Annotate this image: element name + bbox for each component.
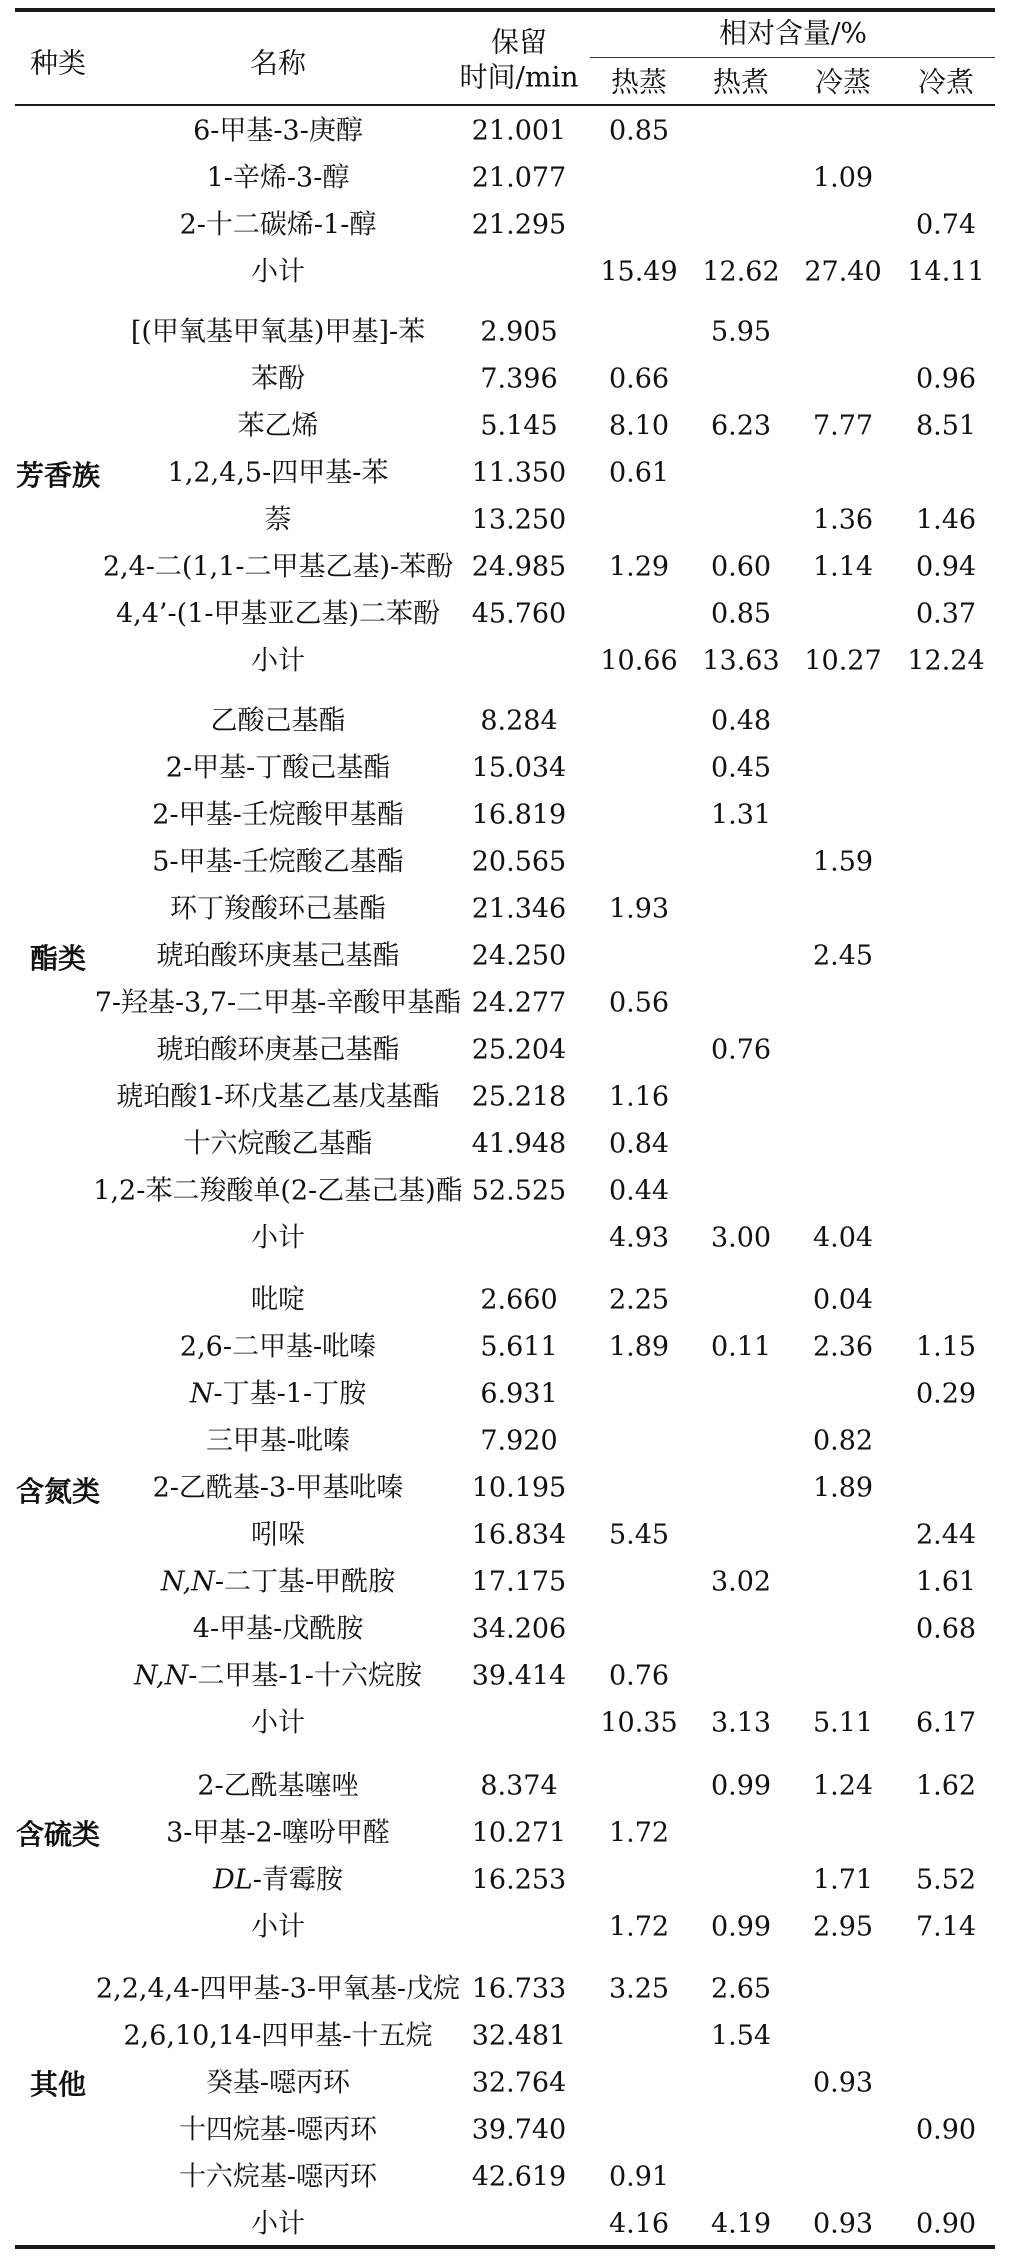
compound-name-text: 2,4-二(1,1-二甲基乙基)-苯酚 — [102, 551, 454, 583]
relative-content-v2: 0.85 — [710, 598, 772, 630]
relative-content-v3: 0.93 — [812, 2208, 874, 2240]
retention-time: 52.525 — [471, 1175, 567, 1207]
compound-name — [152, 799, 404, 831]
relative-content-v2: 1.54 — [710, 2020, 772, 2052]
compound-name-text: 琥珀酸环庚基己基酯 — [156, 940, 400, 972]
relative-content-v1: 0.84 — [608, 1128, 670, 1160]
retention-time: 32.764 — [471, 2067, 567, 2099]
relative-content-v4: 2.44 — [915, 1519, 977, 1551]
relative-content-v1: 1.29 — [608, 551, 670, 583]
relative-content-v1: 3.25 — [608, 1973, 670, 2005]
relative-content-v3: 1.71 — [812, 1864, 874, 1896]
compound-name-text: 小计 — [251, 645, 305, 677]
compound-name — [179, 1331, 377, 1363]
relative-content-v3: 1.89 — [812, 1472, 874, 1504]
compound-name — [94, 987, 462, 1019]
compound-name-text: -丁基-1-丁胺 — [213, 1378, 367, 1410]
compound-name-text: 十六烷酸乙基酯 — [183, 1128, 373, 1160]
retention-time: 24.985 — [471, 551, 567, 583]
relative-content-v4: 0.96 — [915, 363, 977, 395]
compound-name — [206, 162, 350, 194]
relative-content-v2: 3.02 — [710, 1566, 772, 1598]
compound-name — [156, 940, 400, 972]
relative-content-v2: 3.13 — [710, 1707, 772, 1739]
compound-name — [193, 115, 363, 147]
relative-content-v2: 5.95 — [710, 316, 772, 348]
header-name: 名称 — [249, 46, 307, 80]
compound-name-text: 2,6-二甲基-吡嗪 — [179, 1331, 377, 1363]
compound-name — [179, 209, 377, 241]
retention-time: 10.271 — [471, 1817, 567, 1849]
relative-content-v1: 2.25 — [608, 1284, 670, 1316]
retention-time: 21.295 — [471, 209, 567, 241]
relative-content-v1: 0.91 — [608, 2161, 670, 2193]
relative-content-v4: 7.14 — [915, 1911, 977, 1943]
relative-content-v3: 1.24 — [812, 1770, 874, 1802]
compound-name-text: 吡啶 — [251, 1284, 305, 1316]
header-method-2: 热煮 — [712, 65, 770, 99]
header-bottom-rule — [15, 104, 995, 106]
header-rt-line2: 时间/min — [459, 60, 579, 94]
compound-name-text: 小计 — [251, 1707, 305, 1739]
relative-content-v2: 0.60 — [710, 551, 772, 583]
relative-content-v1: 0.76 — [608, 1660, 670, 1692]
retention-time: 11.350 — [471, 457, 567, 489]
relative-content-v2: 2.65 — [710, 1973, 772, 2005]
compound-name-text: 4,4’-(1-甲基亚乙基)二苯酚 — [115, 598, 441, 630]
compound-name — [115, 598, 441, 630]
relative-content-v2: 0.99 — [710, 1770, 772, 1802]
relative-content-v3: 0.82 — [812, 1425, 874, 1457]
relative-content-v1: 0.66 — [608, 363, 670, 395]
table-top-rule — [15, 8, 995, 12]
compound-name — [183, 1128, 373, 1160]
header-sub-rule — [590, 57, 995, 58]
compound-name — [178, 2161, 378, 2193]
relative-content-v1: 8.10 — [608, 410, 670, 442]
relative-content-v3: 0.04 — [812, 1284, 874, 1316]
relative-content-v1: 15.49 — [600, 256, 678, 288]
relative-content-v2: 12.62 — [702, 256, 780, 288]
relative-content-v1: 10.66 — [600, 645, 678, 677]
compound-name — [165, 752, 391, 784]
compound-name-text: 癸基-噁丙环 — [205, 2067, 351, 2099]
compound-name — [152, 846, 404, 878]
compound-name-italic-prefix: DL — [213, 1864, 253, 1896]
relative-content-v4: 1.62 — [915, 1770, 977, 1802]
retention-time: 34.206 — [471, 1613, 567, 1645]
compound-name-text: 小计 — [251, 2208, 305, 2240]
compound-name-text: 2-十二碳烯-1-醇 — [179, 209, 377, 241]
relative-content-v1: 1.72 — [608, 1817, 670, 1849]
relative-content-v1: 1.89 — [608, 1331, 670, 1363]
retention-time: 24.250 — [471, 940, 567, 972]
relative-content-v2: 6.23 — [710, 410, 772, 442]
relative-content-v2: 13.63 — [702, 645, 780, 677]
relative-content-v4: 0.29 — [915, 1378, 977, 1410]
retention-time: 16.834 — [471, 1519, 567, 1551]
compound-name — [178, 2114, 378, 2146]
compound-name — [166, 1817, 390, 1849]
compound-name — [130, 316, 426, 348]
retention-time: 2.905 — [480, 316, 558, 348]
retention-time: 39.740 — [471, 2114, 567, 2146]
header-method-4: 冷煮 — [917, 65, 975, 99]
relative-content-v3: 1.14 — [812, 551, 874, 583]
compound-name-text: 三甲基-吡嗪 — [205, 1425, 351, 1457]
compound-name-text: 小计 — [251, 1222, 305, 1254]
compound-name — [237, 410, 319, 442]
relative-content-v4: 1.15 — [915, 1331, 977, 1363]
relative-content-v3: 2.95 — [812, 1911, 874, 1943]
retention-time: 25.204 — [471, 1034, 567, 1066]
retention-time: 21.001 — [471, 115, 567, 147]
relative-content-v1: 0.44 — [608, 1175, 670, 1207]
subtotal-label — [251, 1707, 305, 1739]
retention-time: 16.819 — [471, 799, 567, 831]
compound-name-text: 1,2-苯二羧酸单(2-乙基己基)酯 — [93, 1175, 463, 1207]
compound-name-text: 2-甲基-丁酸己基酯 — [165, 752, 391, 784]
relative-content-v1: 4.93 — [608, 1222, 670, 1254]
compound-name — [189, 1378, 367, 1410]
retention-time: 7.920 — [480, 1425, 558, 1457]
compound-name-text: 1,2,4,5-四甲基-苯 — [167, 457, 389, 489]
relative-content-v1: 10.35 — [600, 1707, 678, 1739]
relative-content-v4: 0.90 — [915, 2208, 977, 2240]
compound-name-text: -青霉胺 — [252, 1864, 343, 1896]
retention-time: 7.396 — [480, 363, 558, 395]
subtotal-label — [251, 1222, 305, 1254]
compound-name-text: 2-乙酰基噻唑 — [197, 1770, 359, 1802]
relative-content-v3: 2.36 — [812, 1331, 874, 1363]
relative-content-v4: 1.46 — [915, 504, 977, 536]
relative-content-v4: 5.52 — [915, 1864, 977, 1896]
compound-name — [156, 1034, 400, 1066]
relative-content-v4: 0.68 — [915, 1613, 977, 1645]
category-aromatic: 芳香族 — [15, 459, 101, 492]
compound-name — [102, 551, 454, 583]
compound-name — [123, 2020, 433, 2052]
compound-name — [213, 1864, 343, 1896]
retention-time: 21.346 — [471, 893, 567, 925]
subtotal-label — [251, 1911, 305, 1943]
compound-name-text: 苯酚 — [251, 363, 305, 395]
category-nitrogen: 含氮类 — [15, 1475, 101, 1508]
category-other: 其他 — [29, 2068, 87, 2101]
relative-content-v1: 0.85 — [608, 115, 670, 147]
compound-name — [116, 1081, 440, 1113]
category-sulfur: 含硫类 — [15, 1818, 101, 1851]
compound-name-text: 苯乙烯 — [237, 410, 319, 442]
retention-time: 41.948 — [471, 1128, 567, 1160]
relative-content-v2: 1.31 — [710, 799, 772, 831]
retention-time: 45.760 — [471, 598, 567, 630]
header-relative-content: 相对含量/% — [718, 16, 868, 50]
relative-content-v4: 12.24 — [907, 645, 985, 677]
retention-time: 5.145 — [480, 410, 558, 442]
relative-content-v1: 1.72 — [608, 1911, 670, 1943]
retention-time: 8.374 — [480, 1770, 558, 1802]
relative-content-v4: 1.61 — [915, 1566, 977, 1598]
relative-content-v2: 4.19 — [710, 2208, 772, 2240]
compound-name-text: 3-甲基-2-噻吩甲醛 — [166, 1817, 390, 1849]
compound-name — [251, 1284, 305, 1316]
retention-time: 25.218 — [471, 1081, 567, 1113]
retention-time: 13.250 — [471, 504, 567, 536]
compound-name-text: 2-甲基-壬烷酸甲基酯 — [152, 799, 404, 831]
retention-time: 2.660 — [480, 1284, 558, 1316]
retention-time: 21.077 — [471, 162, 567, 194]
compound-name-text: 1-辛烯-3-醇 — [206, 162, 350, 194]
relative-content-v3: 5.11 — [812, 1707, 874, 1739]
relative-content-v1: 4.16 — [608, 2208, 670, 2240]
compound-name-text: 2,2,4,4-四甲基-3-甲氧基-戊烷 — [95, 1973, 461, 2005]
relative-content-v2: 0.99 — [710, 1911, 772, 1943]
compound-name-text: 2,6,10,14-四甲基-十五烷 — [123, 2020, 433, 2052]
table-bottom-rule — [15, 2245, 995, 2249]
compound-name-text: 4-甲基-戊酰胺 — [192, 1613, 364, 1645]
relative-content-v4: 14.11 — [907, 256, 985, 288]
compound-name-text: 2-乙酰基-3-甲基吡嗪 — [152, 1472, 404, 1504]
relative-content-v3: 2.45 — [812, 940, 874, 972]
compound-name-text: 萘 — [264, 504, 292, 536]
relative-content-v2: 0.45 — [710, 752, 772, 784]
compound-name-text: 小计 — [251, 1911, 305, 1943]
relative-content-v4: 8.51 — [915, 410, 977, 442]
compound-name-text: [(甲氧基甲氧基)甲基]-苯 — [130, 316, 426, 348]
retention-time: 8.284 — [480, 705, 558, 737]
compound-name — [197, 1770, 359, 1802]
subtotal-label — [251, 256, 305, 288]
compound-name-text: -二丁基-甲酰胺 — [214, 1566, 396, 1598]
relative-content-v3: 1.09 — [812, 162, 874, 194]
compound-name-text: 5-甲基-壬烷酸乙基酯 — [152, 846, 404, 878]
header-method-1: 热蒸 — [610, 65, 668, 99]
relative-content-v1: 0.61 — [608, 457, 670, 489]
retention-time: 32.481 — [471, 2020, 567, 2052]
compound-name-text: 乙酸己基酯 — [210, 705, 346, 737]
category-esters: 酯类 — [29, 942, 87, 975]
relative-content-v1: 5.45 — [608, 1519, 670, 1551]
header-category: 种类 — [29, 46, 87, 80]
relative-content-v4: 0.74 — [915, 209, 977, 241]
relative-content-v4: 6.17 — [915, 1707, 977, 1739]
compound-name-text: 小计 — [251, 256, 305, 288]
relative-content-v1: 0.56 — [608, 987, 670, 1019]
compound-name — [251, 1519, 305, 1551]
relative-content-v2: 3.00 — [710, 1222, 772, 1254]
header-method-3: 冷蒸 — [814, 65, 872, 99]
compound-name-text: 7-羟基-3,7-二甲基-辛酸甲基酯 — [94, 987, 462, 1019]
subtotal-label — [251, 2208, 305, 2240]
retention-time: 5.611 — [480, 1331, 558, 1363]
compound-name — [152, 1472, 404, 1504]
compound-name — [95, 1973, 461, 2005]
relative-content-v3: 1.59 — [812, 846, 874, 878]
compound-name-text: 十六烷基-噁丙环 — [178, 2161, 378, 2193]
compound-name — [205, 2067, 351, 2099]
relative-content-v3: 4.04 — [812, 1222, 874, 1254]
compound-name-text: 琥珀酸1-环戊基乙基戊基酯 — [116, 1081, 440, 1113]
relative-content-v4: 0.94 — [915, 551, 977, 583]
retention-time: 15.034 — [471, 752, 567, 784]
relative-content-v3: 10.27 — [804, 645, 882, 677]
compound-name — [205, 1425, 351, 1457]
compound-name — [134, 1660, 422, 1692]
relative-content-v1: 1.16 — [608, 1081, 670, 1113]
compound-name-italic-prefix: N — [189, 1378, 214, 1410]
compound-name-italic-prefix: N,N — [134, 1660, 189, 1692]
retention-time: 42.619 — [471, 2161, 567, 2193]
subtotal-label — [251, 645, 305, 677]
retention-time: 39.414 — [471, 1660, 567, 1692]
header-rt-line1: 保留 — [490, 25, 548, 59]
retention-time: 16.733 — [471, 1973, 567, 2005]
relative-content-v2: 0.11 — [710, 1331, 772, 1363]
relative-content-v3: 27.40 — [804, 256, 882, 288]
relative-content-v3: 0.93 — [812, 2067, 874, 2099]
compound-name-text: 吲哚 — [251, 1519, 305, 1551]
relative-content-v1: 1.93 — [608, 893, 670, 925]
compound-name-italic-prefix: N,N — [160, 1566, 215, 1598]
compound-name-text: 十四烷基-噁丙环 — [178, 2114, 378, 2146]
relative-content-v4: 0.90 — [915, 2114, 977, 2146]
compound-name — [93, 1175, 463, 1207]
compound-name — [210, 705, 346, 737]
relative-content-v3: 7.77 — [812, 410, 874, 442]
compound-name-text: 环丁羧酸环己基酯 — [170, 893, 386, 925]
compound-name — [264, 504, 292, 536]
relative-content-v3: 1.36 — [812, 504, 874, 536]
compound-name — [160, 1566, 396, 1598]
retention-time: 24.277 — [471, 987, 567, 1019]
retention-time: 20.565 — [471, 846, 567, 878]
compound-name-text: 6-甲基-3-庚醇 — [193, 115, 363, 147]
retention-time: 16.253 — [471, 1864, 567, 1896]
retention-time: 6.931 — [480, 1378, 558, 1410]
relative-content-v2: 0.48 — [710, 705, 772, 737]
compound-name — [167, 457, 389, 489]
retention-time: 17.175 — [471, 1566, 567, 1598]
relative-content-v4: 0.37 — [915, 598, 977, 630]
compound-name-text: -二甲基-1-十六烷胺 — [188, 1660, 422, 1692]
retention-time: 10.195 — [471, 1472, 567, 1504]
relative-content-v2: 0.76 — [710, 1034, 772, 1066]
compound-name — [170, 893, 386, 925]
compound-name — [251, 363, 305, 395]
compound-name-text: 琥珀酸环庚基己基酯 — [156, 1034, 400, 1066]
compound-name — [192, 1613, 364, 1645]
